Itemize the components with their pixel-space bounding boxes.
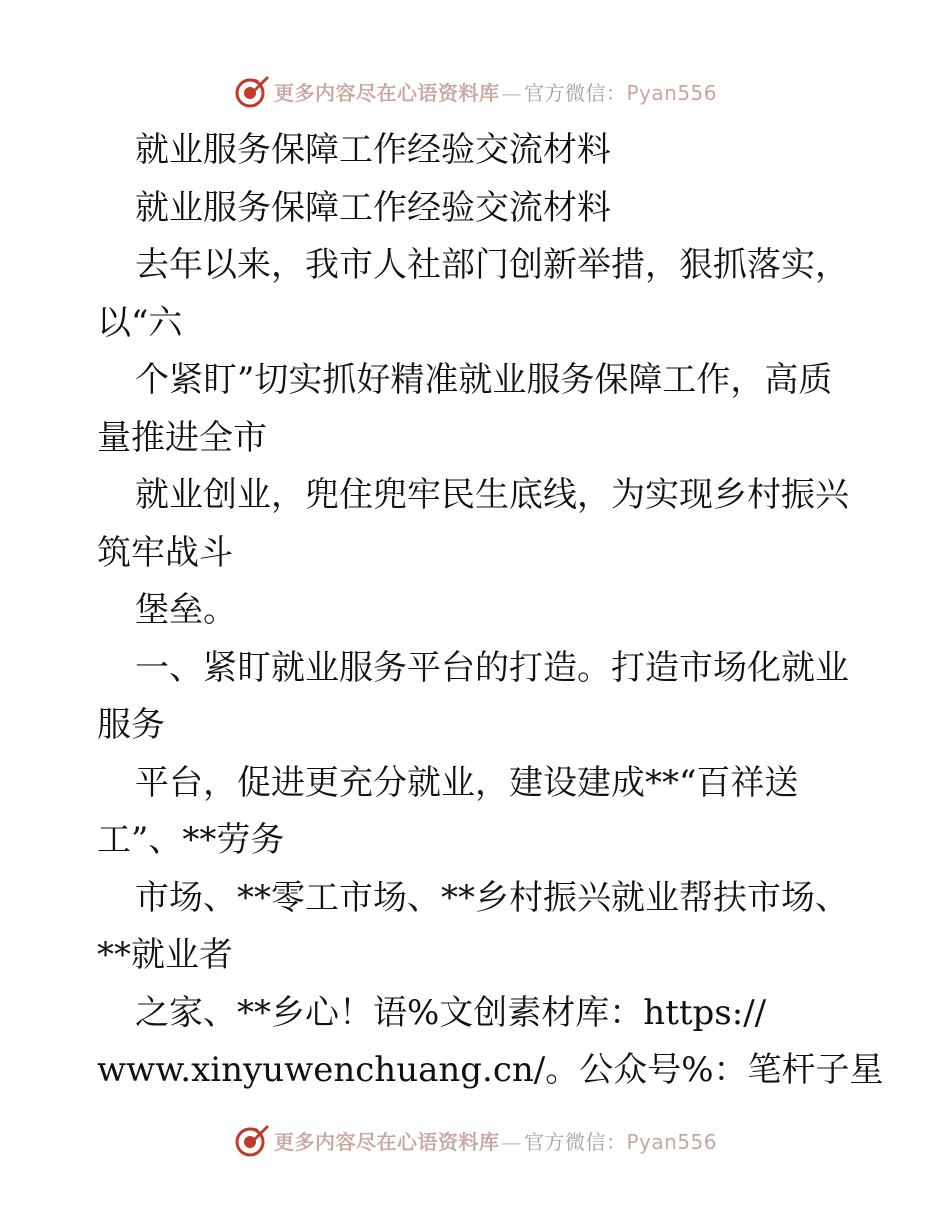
text-line: 个紧盯”切实抓好精准就业服务保障工作，高质 bbox=[135, 360, 833, 400]
text-line: 以“六 bbox=[97, 302, 183, 343]
document-body bbox=[97, 122, 884, 1100]
text-line: 就业创业，兜住兜牢民生底线，为实现乡村振兴 bbox=[135, 475, 849, 515]
text-line: 一、紧盯就业服务平台的打造。打造市场化就业 bbox=[135, 647, 849, 688]
text-line: www.xinyuwenchuang.cn/。公众号%：笔杆子星 bbox=[97, 1050, 884, 1090]
banner-separator: — bbox=[501, 1129, 522, 1154]
text-line: 之家、**乡心！语%文创素材库：https:// bbox=[135, 992, 767, 1033]
text-line: 堡垒。 bbox=[135, 590, 237, 630]
footer-banner[interactable] bbox=[234, 1120, 734, 1160]
banner-official-label: 官方微信： bbox=[524, 80, 627, 105]
text-line: 去年以来，我市人社部门创新举措，狠抓落实， bbox=[135, 245, 849, 285]
text-line: 就业服务保障工作经验交流材料 bbox=[135, 130, 611, 170]
text-line: 量推进全市 bbox=[97, 417, 267, 458]
banner-text bbox=[274, 1126, 717, 1155]
text-line: 工”、**劳务 bbox=[97, 820, 285, 860]
header-banner[interactable] bbox=[234, 71, 734, 111]
text-line: **就业者 bbox=[97, 935, 233, 975]
banner-main-text: 更多内容尽在心语资料库 bbox=[274, 1129, 500, 1154]
banner-wechat-id: Pyan556 bbox=[626, 1129, 718, 1154]
pen-logo-icon bbox=[234, 1122, 270, 1158]
banner-text bbox=[274, 77, 717, 106]
text-line: 市场、**零工市场、**乡村振兴就业帮扶市场、 bbox=[135, 877, 849, 918]
banner-wechat-id: Pyan556 bbox=[626, 80, 718, 105]
text-line: 筑牢战斗 bbox=[97, 532, 233, 573]
text-line: 服务 bbox=[97, 705, 165, 745]
text-line: 就业服务保障工作经验交流材料 bbox=[135, 187, 611, 228]
banner-main-text: 更多内容尽在心语资料库 bbox=[274, 80, 500, 105]
text-line: 平台，促进更充分就业，建设建成**“百祥送 bbox=[135, 762, 799, 803]
banner-separator: — bbox=[501, 80, 522, 105]
banner-official-label: 官方微信： bbox=[524, 1129, 627, 1154]
pen-logo-icon bbox=[234, 73, 270, 109]
